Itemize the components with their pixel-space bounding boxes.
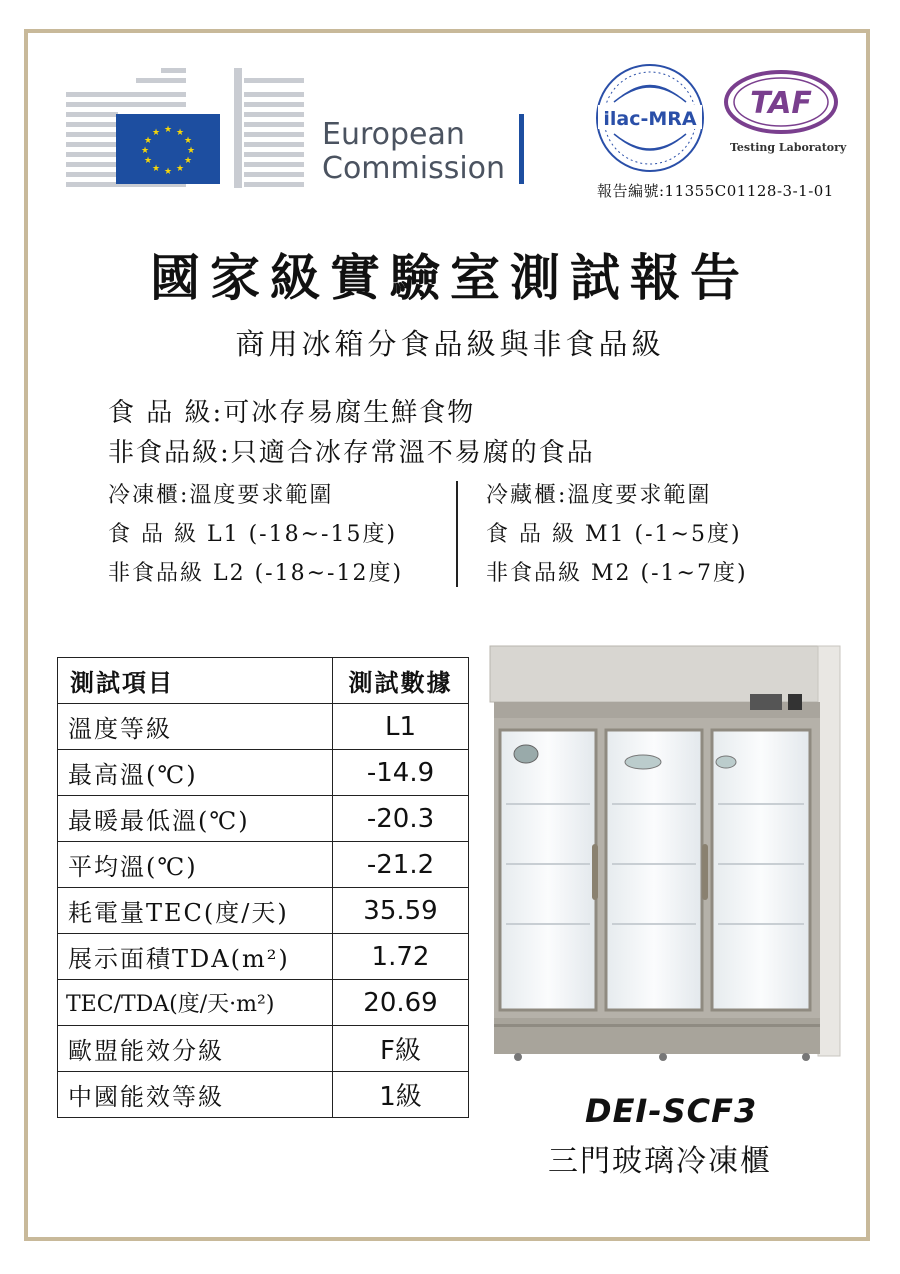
row-item: 最暖最低溫(℃) — [58, 796, 333, 842]
table-row — [58, 888, 469, 934]
svg-text:★: ★ — [183, 156, 193, 166]
svg-text:★: ★ — [175, 128, 185, 138]
taf-subtitle: Testing Laboratory — [730, 141, 847, 154]
table-row — [58, 796, 469, 842]
svg-text:★: ★ — [143, 136, 153, 146]
row-value: 20.69 — [333, 980, 469, 1026]
row-item: 中國能效等級 — [58, 1072, 333, 1118]
row-item: 歐盟能效分級 — [58, 1026, 333, 1072]
svg-text:★: ★ — [151, 128, 161, 138]
svg-text:★: ★ — [143, 156, 153, 166]
grade-nonfood-text: 非食品級:只適合冰存常溫不易腐的食品 — [108, 438, 595, 468]
freezer-nonfood: 非食品級 L2 (-18~-12度) — [108, 561, 404, 586]
svg-text:★: ★ — [163, 167, 173, 177]
refrigerator-heading: 冷藏櫃:溫度要求範圍 — [486, 483, 712, 508]
table-row — [58, 980, 469, 1026]
row-item: 平均溫(℃) — [58, 842, 333, 888]
ec-wordmark — [322, 118, 505, 186]
table-row — [58, 842, 469, 888]
table-row — [58, 934, 469, 980]
row-value: L1 — [333, 704, 469, 750]
row-item: 耗電量TEC(度/天) — [58, 888, 333, 934]
table-row — [58, 750, 469, 796]
svg-text:★: ★ — [175, 164, 185, 174]
taf-label: TAF — [750, 86, 812, 121]
ilac-mra-badge — [594, 62, 706, 174]
row-value: 35.59 — [333, 888, 469, 934]
row-value: -21.2 — [333, 842, 469, 888]
page-subtitle: 商用冰箱分食品級與非食品級 — [235, 327, 665, 361]
freezer-food: 食 品 級 L1 (-18~-15度) — [108, 522, 398, 547]
svg-text:★: ★ — [183, 136, 193, 146]
test-results-table — [57, 657, 469, 1118]
ilac-label: ilac-MRA — [603, 108, 697, 130]
row-item: TEC/TDA(度/天·m²) — [58, 980, 333, 1026]
row-value: 1.72 — [333, 934, 469, 980]
ec-line1: European — [322, 117, 465, 152]
row-value: -14.9 — [333, 750, 469, 796]
column-divider — [456, 481, 458, 587]
product-model: DEI-SCF3 — [585, 1092, 758, 1130]
table-row — [58, 1026, 469, 1072]
row-item: 最高溫(℃) — [58, 750, 333, 796]
report-number: 報告編號:11355C01128-3-1-01 — [597, 182, 834, 200]
refrigerator-nonfood: 非食品級 M2 (-1~7度) — [486, 561, 748, 586]
row-value: 1級 — [333, 1072, 469, 1118]
freezer-heading: 冷凍櫃:溫度要求範圍 — [108, 483, 334, 508]
page-title: 國家級實驗室測試報告 — [150, 248, 750, 307]
svg-text:★: ★ — [140, 146, 150, 156]
row-item: 展示面積TDA(m²) — [58, 934, 333, 980]
ec-line2: Commission — [322, 151, 506, 186]
product-name: 三門玻璃冷凍櫃 — [548, 1144, 772, 1179]
freezer-product-image — [488, 644, 844, 1062]
table-row — [58, 1072, 469, 1118]
table-row — [58, 704, 469, 750]
header-value: 測試數據 — [333, 658, 469, 704]
svg-text:★: ★ — [151, 164, 161, 174]
header-item: 測試項目 — [58, 658, 333, 704]
ec-divider — [519, 114, 524, 184]
row-item: 溫度等級 — [58, 704, 333, 750]
svg-text:★: ★ — [163, 125, 173, 135]
row-value: F級 — [333, 1026, 469, 1072]
refrigerator-food: 食 品 級 M1 (-1~5度) — [486, 522, 742, 547]
taf-badge — [722, 68, 840, 140]
row-value: -20.3 — [333, 796, 469, 842]
table-header-row — [58, 658, 469, 704]
grade-food-text: 食 品 級:可冰存易腐生鮮食物 — [108, 398, 476, 428]
svg-text:★: ★ — [186, 146, 196, 156]
